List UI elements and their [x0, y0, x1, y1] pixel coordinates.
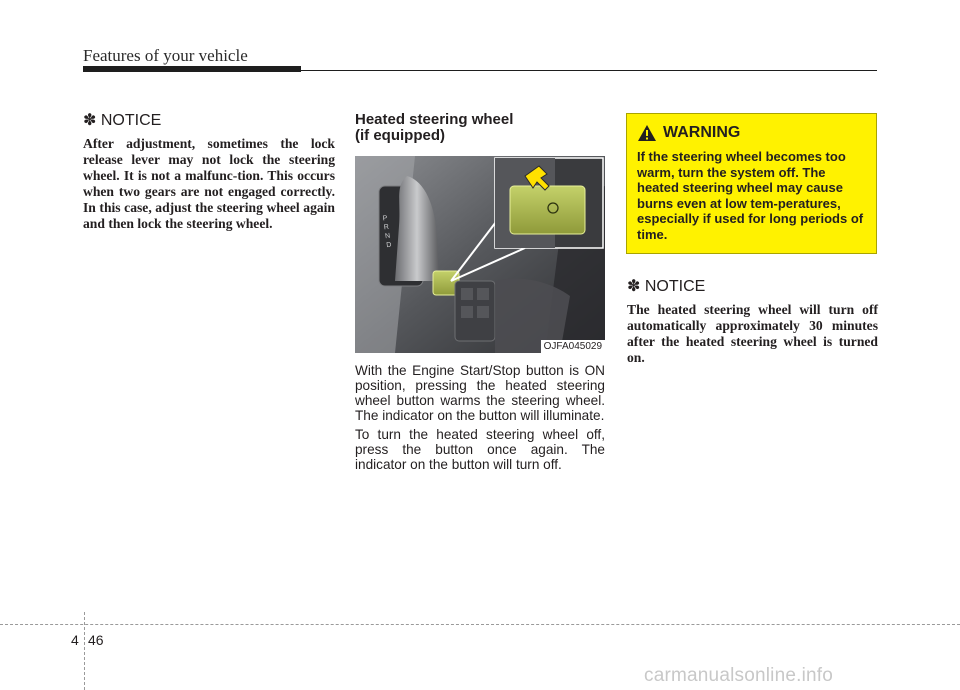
gear-letters: P R N D — [382, 214, 392, 250]
warning-triangle-icon — [637, 124, 657, 142]
console-illustration — [355, 156, 605, 353]
right-notice-heading — [627, 276, 878, 296]
footer-divider — [84, 612, 85, 690]
para-turn-off: To turn the heated steering wheel off, press the button once again. The indicator on the button will turn off. — [355, 427, 605, 472]
console-photo — [355, 156, 605, 353]
section-title-line1: Heated steering wheel — [355, 111, 514, 128]
left-notice-heading — [83, 110, 335, 130]
header-bar — [83, 66, 301, 72]
page-header-title: Features of your vehicle — [83, 46, 248, 65]
right-notice-body: The heated steering wheel will turn off automatically approximately 30 minutes after the heated steering wheel is turned on. — [627, 302, 878, 365]
right-notice-title: NOTICE — [644, 278, 706, 295]
watermark-link[interactable]: carmanualsonline.info — [644, 665, 834, 686]
page-number: 46 — [88, 632, 104, 648]
notice-symbol-icon: ✽ — [627, 278, 641, 295]
para-turn-on: With the Engine Start/Stop button is ON position, pressing the heated steering wheel button warms the steering wheel. The indicator on the button will illuminate. — [355, 363, 605, 423]
chapter-number: 4 — [71, 632, 79, 648]
warning-heading — [637, 124, 740, 142]
warning-title: WARNING — [663, 124, 741, 141]
section-title-line2: (if equipped) — [355, 127, 445, 144]
heated-steering-section — [355, 112, 605, 472]
right-notice — [627, 276, 878, 366]
section-title — [355, 112, 605, 144]
warning-box — [626, 113, 877, 254]
image-code: OJFA045029 — [541, 340, 605, 353]
left-notice-title: NOTICE — [100, 112, 162, 129]
left-notice-body: After adjustment, sometimes the lock release lever may not lock the steering wheel. It is not a malfunc-tion. This occurs when two gears are not engaged correctly. In this case, adjust the steering wheel again and then lock the steering wheel. — [83, 136, 335, 231]
left-notice — [83, 110, 335, 232]
warning-body: If the steering wheel becomes too warm, turn the system off. The heated steering wheel may cause burns even at low tem-peratures, especially if used for long periods of time. — [637, 149, 864, 242]
footer-rule — [0, 624, 960, 625]
header-rule — [301, 70, 877, 71]
notice-symbol-icon: ✽ — [83, 112, 97, 129]
